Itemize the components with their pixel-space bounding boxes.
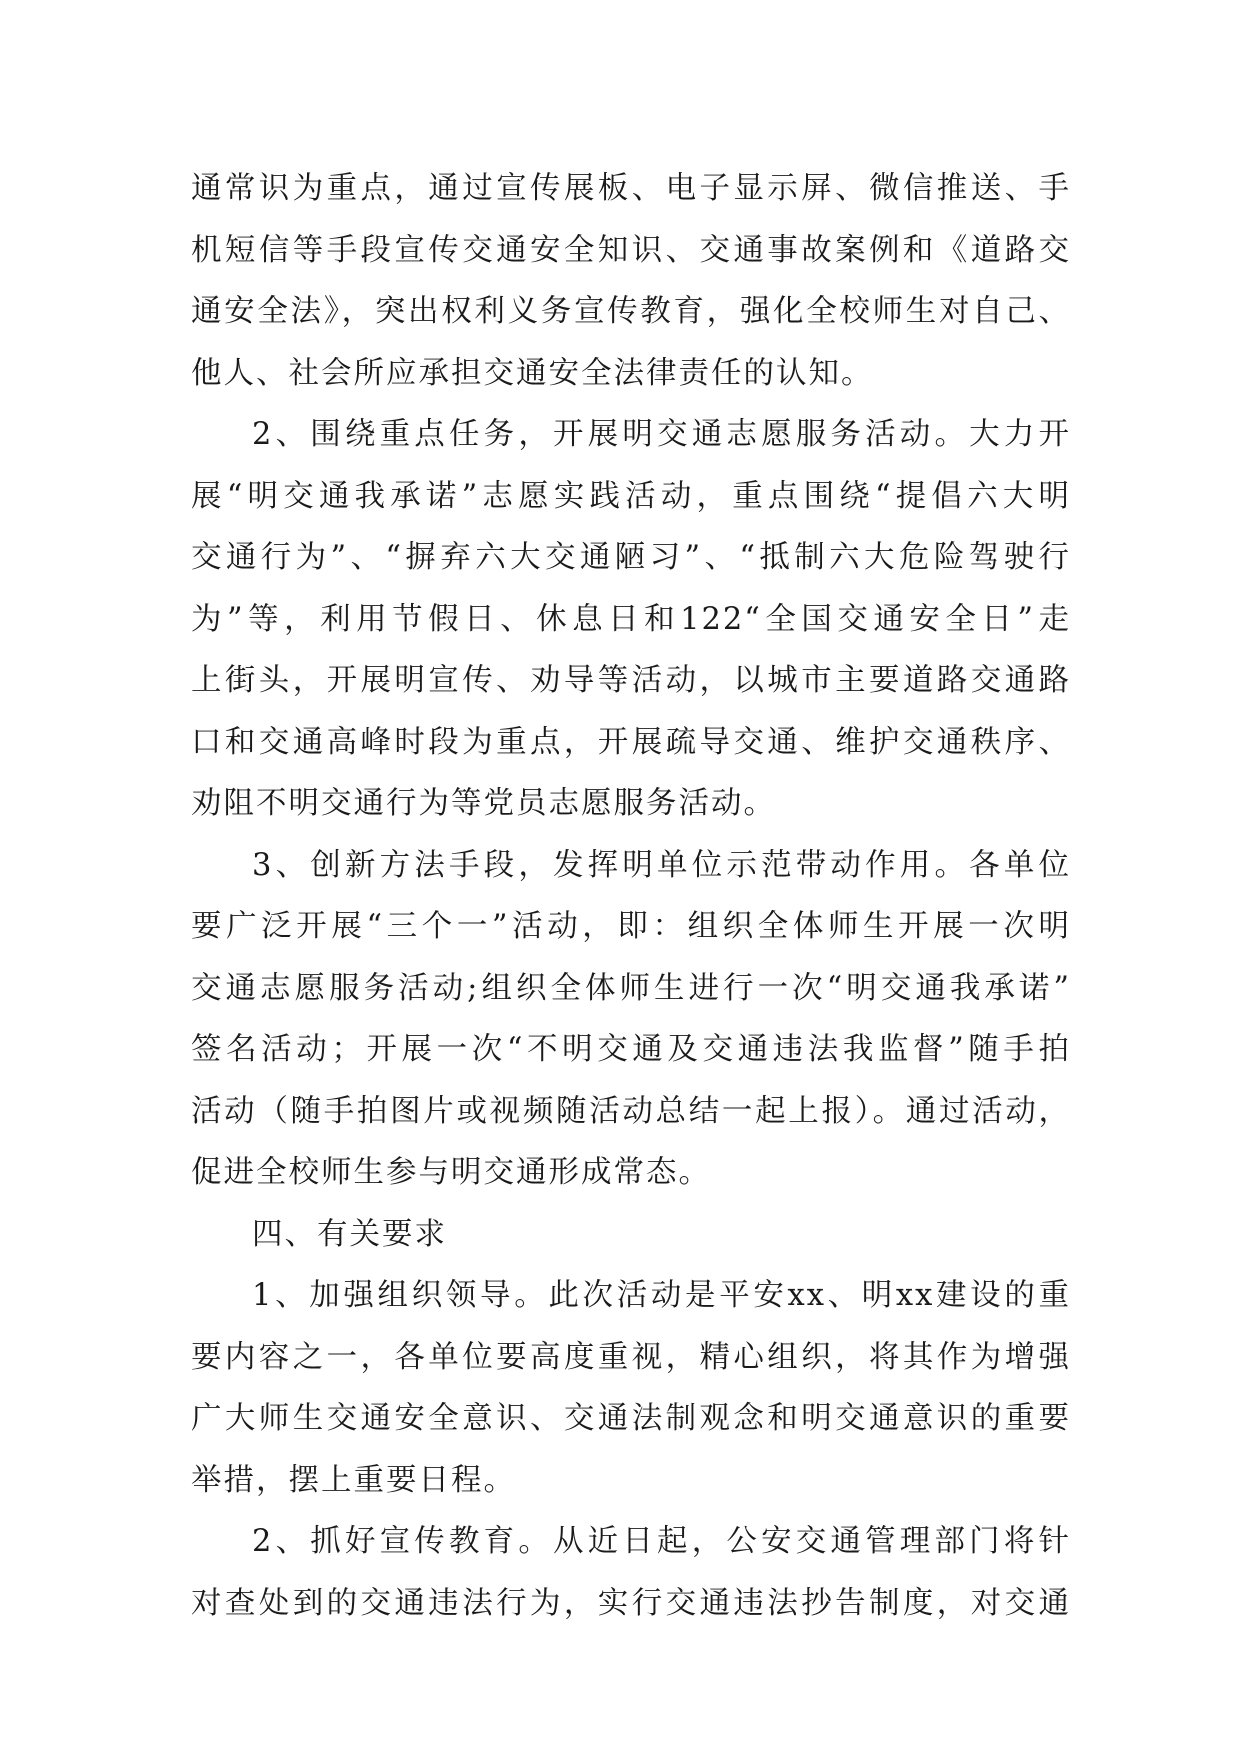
text-line: 2、围绕重点任务，开展明交通志愿服务活动。大力开 — [252, 417, 1071, 452]
text-line: 3、创新方法手段，发挥明单位示范带动作用。各单位 — [252, 847, 1071, 883]
text-line: 交通行为”、“摒弃六大交通陋习”、“抵制六大危险驾驶行 — [191, 540, 1071, 575]
text-line: 交通志愿服务活动;组织全体师生进行一次“明交通我承诺” — [191, 970, 1071, 1006]
text-line: 四、有关要求 — [252, 1216, 447, 1252]
text-line: 机短信等手段宣传交通安全知识、交通事故案例和《道路交 — [191, 232, 1071, 268]
text-line: 活动（随手拍图片或视频随活动总结一起上报）。通过活动， — [191, 1093, 1071, 1129]
text-line: 口和交通高峰时段为重点，开展疏导交通、维护交通秩序、 — [191, 724, 1071, 760]
text-line: 上街头，开展明宣传、劝导等活动，以城市主要道路交通路 — [191, 663, 1071, 698]
text-line: 展“明交通我承诺”志愿实践活动，重点围绕“提倡六大明 — [191, 478, 1071, 514]
text-line: 通安全法》，突出权利义务宣传教育，强化全校师生对自己、 — [191, 294, 1071, 329]
text-line: 广大师生交通安全意识、交通法制观念和明交通意识的重要 — [191, 1401, 1071, 1436]
text-line: 通常识为重点，通过宣传展板、电子显示屏、微信推送、手 — [191, 171, 1071, 206]
text-line: 要广泛开展“三个一”活动，即：组织全体师生开展一次明 — [191, 909, 1071, 944]
text-line: 举措，摆上重要日程。 — [191, 1462, 516, 1498]
text-line: 他人、社会所应承担交通安全法律责任的认知。 — [191, 355, 874, 391]
text-line: 要内容之一，各单位要高度重视，精心组织，将其作为增强 — [191, 1339, 1071, 1375]
text-line: 2、抓好宣传教育。从近日起，公安交通管理部门将针 — [252, 1524, 1071, 1559]
document-body — [191, 158, 1071, 1634]
text-line: 为”等，利用节假日、休息日和122“全国交通安全日”走 — [191, 601, 1071, 637]
text-line: 对查处到的交通违法行为，实行交通违法抄告制度，对交通 — [191, 1585, 1071, 1621]
text-line: 促进全校师生参与明交通形成常态。 — [191, 1155, 711, 1190]
text-line: 签名活动；开展一次“不明交通及交通违法我监督”随手拍 — [191, 1032, 1071, 1067]
text-line: 劝阻不明交通行为等党员志愿服务活动。 — [191, 786, 776, 821]
text-line: 1、加强组织领导。此次活动是平安xx、明xx建设的重 — [252, 1278, 1071, 1313]
